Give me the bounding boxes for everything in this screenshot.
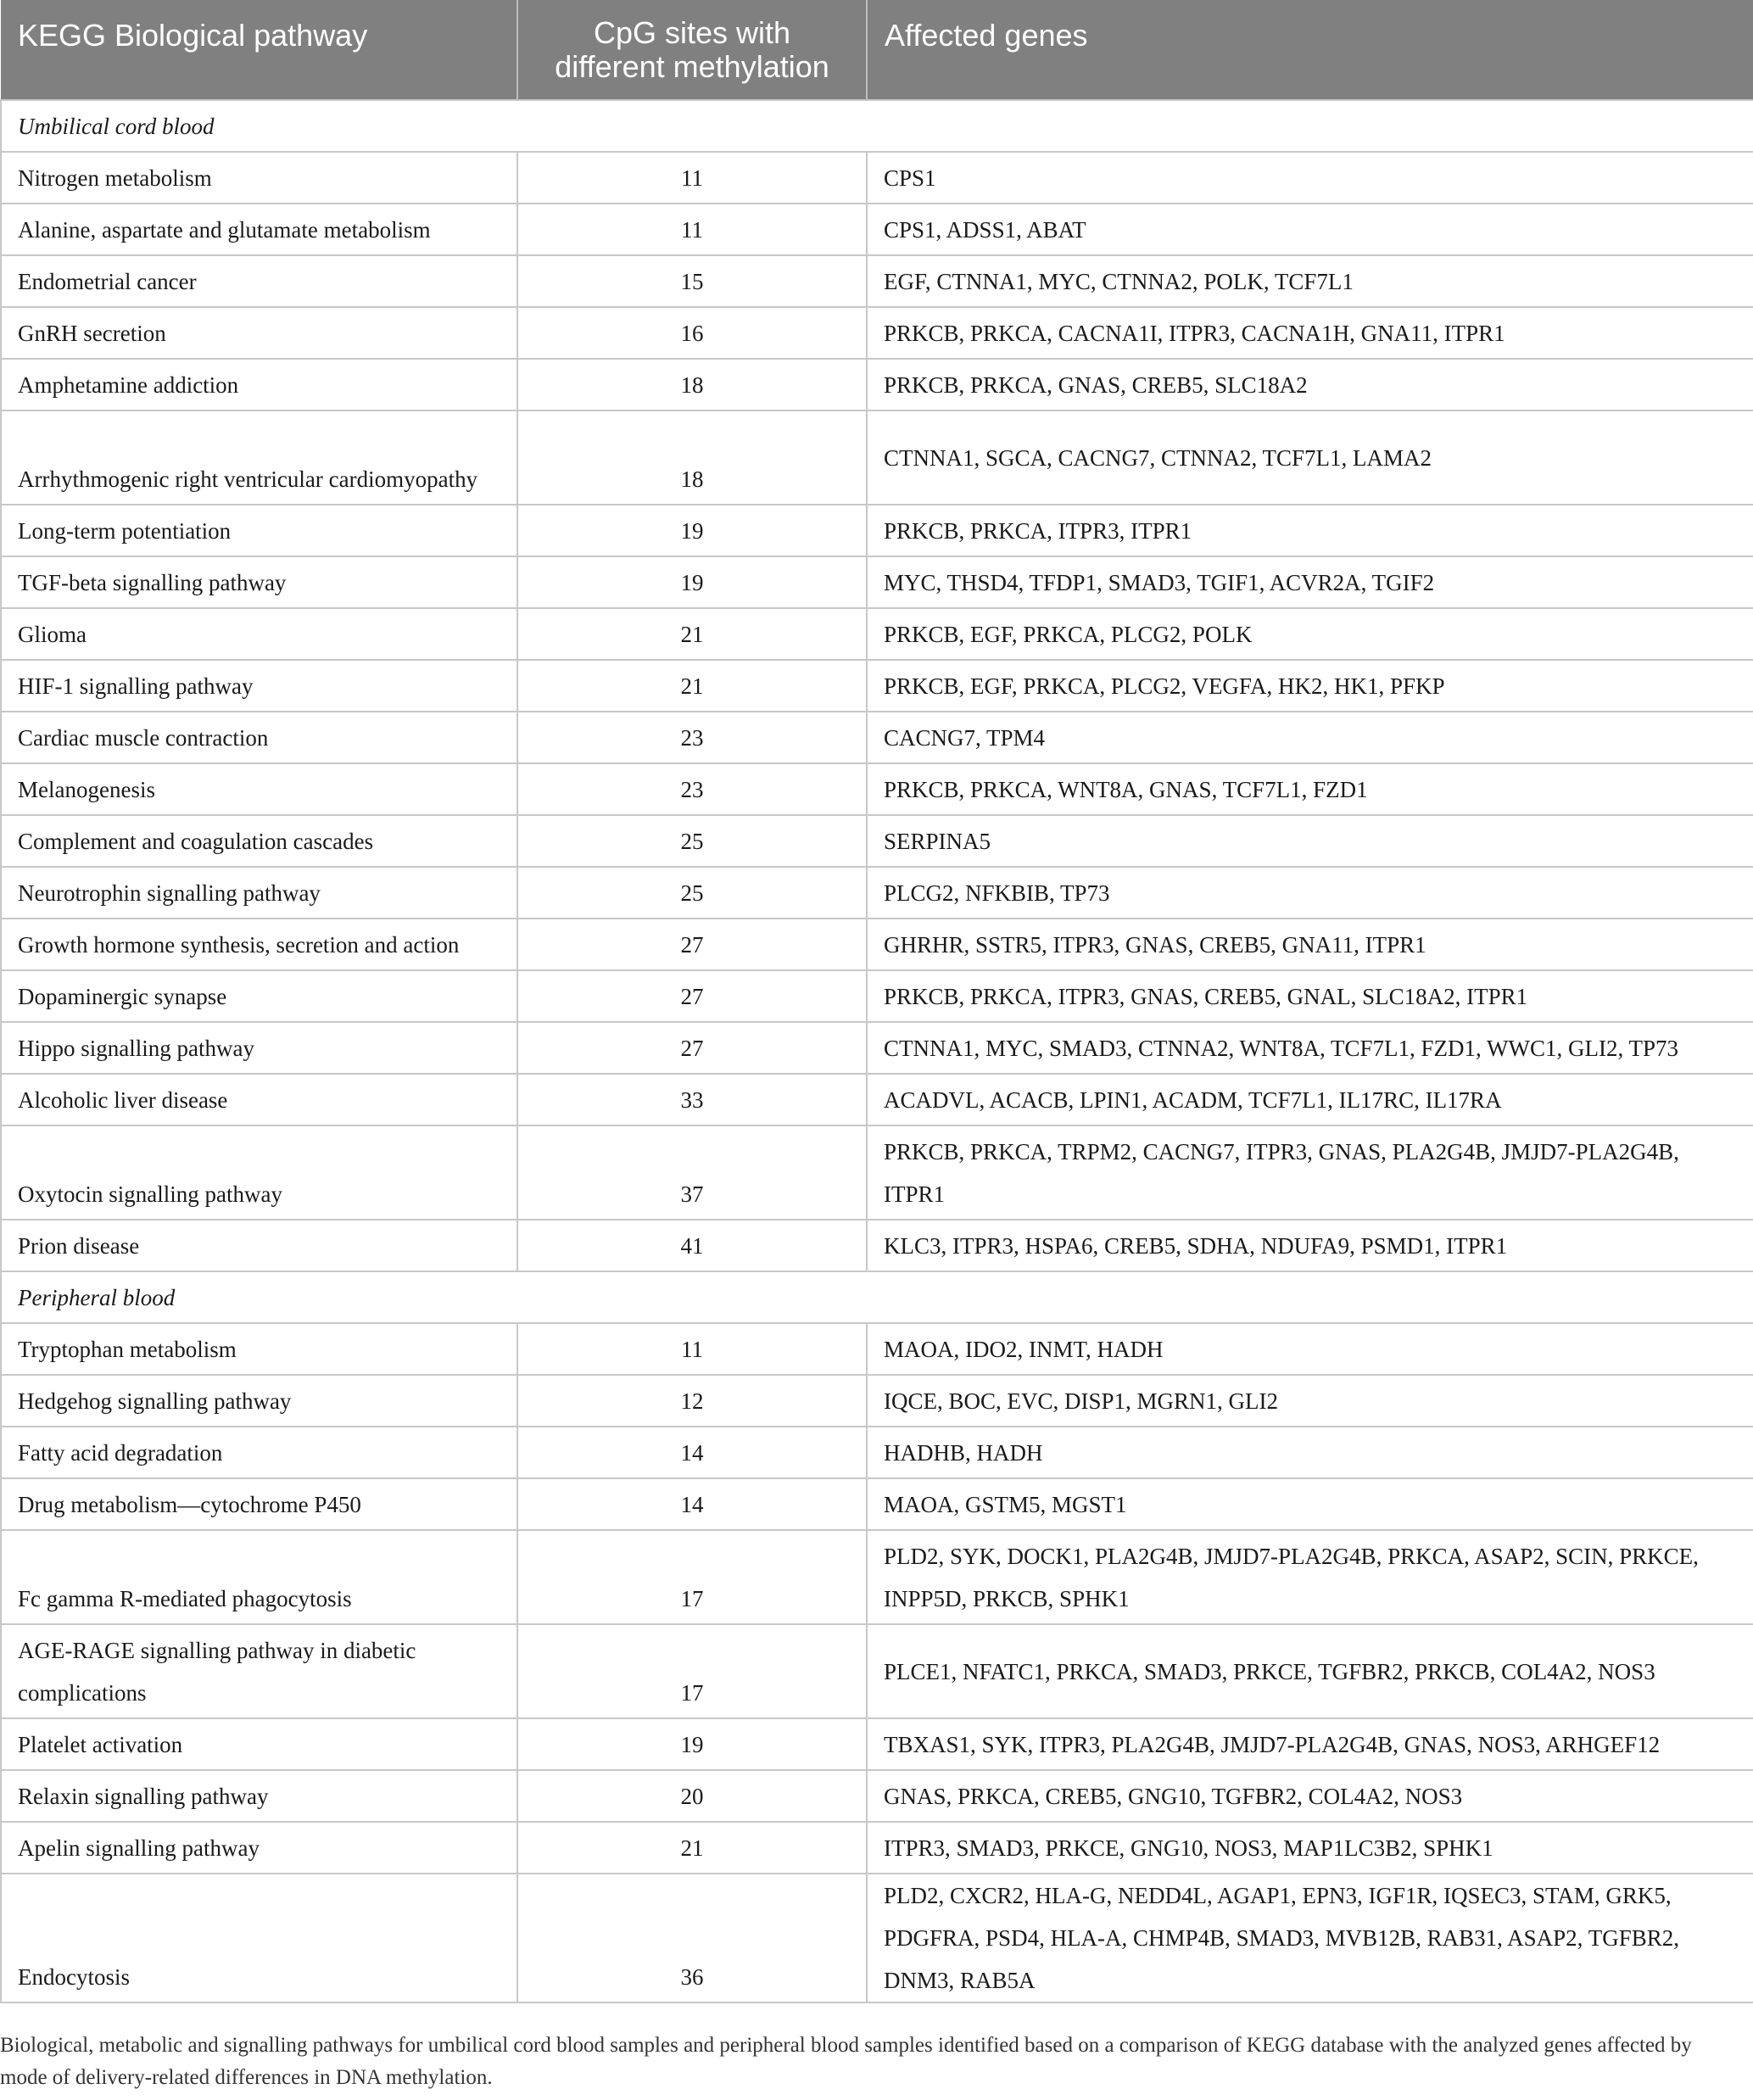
affected-genes-cell: PRKCB, EGF, PRKCA, PLCG2, VEGFA, HK2, HK1, PFKP <box>867 660 1753 712</box>
table-row <box>1 1822 1753 1874</box>
pathway-cell: Amphetamine addiction <box>1 359 517 411</box>
pathway-cell: Neurotrophin signalling pathway <box>1 867 517 919</box>
table-row <box>1 919 1753 970</box>
table-row <box>1 152 1753 204</box>
pathway-cell: Fatty acid degradation <box>1 1427 517 1478</box>
table-row <box>1 1220 1753 1271</box>
table-caption: Biological, metabolic and signalling pathways for umbilical cord blood samples and peripheral blood samples identified based on a comparison of KEGG database with the analyzed genes affected by mode of delivery-related differences in DNA methylation. <box>0 2034 1692 2089</box>
table-row <box>1 712 1753 763</box>
table-row <box>1 1718 1753 1770</box>
cpg-sites-cell: 21 <box>517 1822 867 1874</box>
cpg-sites-cell: 11 <box>517 204 867 255</box>
pathway-cell: Apelin signalling pathway <box>1 1822 517 1874</box>
cpg-sites-cell: 37 <box>517 1125 867 1220</box>
table-row <box>1 1074 1753 1125</box>
pathway-cell: Melanogenesis <box>1 763 517 815</box>
table-body <box>1 100 1753 2002</box>
table-row <box>1 307 1753 359</box>
section-title: Umbilical cord blood <box>1 100 1753 152</box>
affected-genes-cell: PLD2, CXCR2, HLA-G, NEDD4L, AGAP1, EPN3, IGF1R, IQSEC3, STAM, GRK5, PDGFRA, PSD4, HLA-A, CHMP4B, SMAD3, MVB12B, RAB31, ASAP2, TGFBR2, DNM3, RAB5A <box>867 1874 1753 2002</box>
cpg-sites-cell: 21 <box>517 660 867 712</box>
cpg-sites-cell: 19 <box>517 556 867 608</box>
pathway-cell: Tryptophan metabolism <box>1 1323 517 1375</box>
pathway-cell: Drug metabolism—cytochrome P450 <box>1 1478 517 1530</box>
affected-genes-cell: MYC, THSD4, TFDP1, SMAD3, TGIF1, ACVR2A, TGIF2 <box>867 556 1753 608</box>
table-row <box>1 970 1753 1022</box>
section-title: Peripheral blood <box>1 1271 1753 1323</box>
affected-genes-cell: PLCG2, NFKBIB, TP73 <box>867 867 1753 919</box>
cpg-sites-cell: 23 <box>517 712 867 763</box>
table-row <box>1 556 1753 608</box>
pathway-cell: Prion disease <box>1 1220 517 1271</box>
affected-genes-cell: GNAS, PRKCA, CREB5, GNG10, TGFBR2, COL4A2, NOS3 <box>867 1770 1753 1822</box>
cpg-sites-cell: 17 <box>517 1530 867 1624</box>
pathway-cell: Cardiac muscle contraction <box>1 712 517 763</box>
pathway-cell: Dopaminergic synapse <box>1 970 517 1022</box>
affected-genes-cell: HADHB, HADH <box>867 1427 1753 1478</box>
table-row <box>1 608 1753 660</box>
affected-genes-cell: CACNG7, TPM4 <box>867 712 1753 763</box>
cpg-sites-cell: 23 <box>517 763 867 815</box>
section-row <box>1 100 1753 152</box>
pathway-cell: HIF-1 signalling pathway <box>1 660 517 712</box>
cpg-sites-cell: 20 <box>517 1770 867 1822</box>
table-row <box>1 1022 1753 1074</box>
header-cpg-sites: CpG sites with different methylation <box>517 0 867 100</box>
pathway-cell: Fc gamma R-mediated phagocytosis <box>1 1530 517 1624</box>
affected-genes-cell: IQCE, BOC, EVC, DISP1, MGRN1, GLI2 <box>867 1375 1753 1427</box>
table-row <box>1 1530 1753 1624</box>
affected-genes-cell: ITPR3, SMAD3, PRKCE, GNG10, NOS3, MAP1LC3B2, SPHK1 <box>867 1822 1753 1874</box>
table-row <box>1 1478 1753 1530</box>
pathway-cell: Endometrial cancer <box>1 255 517 307</box>
affected-genes-cell: PRKCB, PRKCA, GNAS, CREB5, SLC18A2 <box>867 359 1753 411</box>
cpg-sites-cell: 33 <box>517 1074 867 1125</box>
pathway-cell: Alanine, aspartate and glutamate metabolism <box>1 204 517 255</box>
table-row <box>1 660 1753 712</box>
table-row <box>1 204 1753 255</box>
affected-genes-cell: MAOA, IDO2, INMT, HADH <box>867 1323 1753 1375</box>
affected-genes-cell: CTNNA1, SGCA, CACNG7, CTNNA2, TCF7L1, LAMA2 <box>867 411 1753 505</box>
cpg-sites-cell: 21 <box>517 608 867 660</box>
table-header <box>1 0 1753 100</box>
cpg-sites-cell: 15 <box>517 255 867 307</box>
cpg-sites-cell: 36 <box>517 1874 867 2002</box>
cpg-sites-cell: 25 <box>517 867 867 919</box>
affected-genes-cell: CPS1 <box>867 152 1753 204</box>
affected-genes-cell: EGF, CTNNA1, MYC, CTNNA2, POLK, TCF7L1 <box>867 255 1753 307</box>
affected-genes-cell: CTNNA1, MYC, SMAD3, CTNNA2, WNT8A, TCF7L1, FZD1, WWC1, GLI2, TP73 <box>867 1022 1753 1074</box>
pathway-cell: Arrhythmogenic right ventricular cardiomyopathy <box>1 411 517 505</box>
affected-genes-cell: MAOA, GSTM5, MGST1 <box>867 1478 1753 1530</box>
pathway-cell: Nitrogen metabolism <box>1 152 517 204</box>
affected-genes-cell: PRKCB, PRKCA, ITPR3, GNAS, CREB5, GNAL, SLC18A2, ITPR1 <box>867 970 1753 1022</box>
pathway-cell: Hippo signalling pathway <box>1 1022 517 1074</box>
table-row <box>1 1874 1753 2002</box>
table-row <box>1 1624 1753 1718</box>
pathway-cell: Long-term potentiation <box>1 505 517 556</box>
affected-genes-cell: PLD2, SYK, DOCK1, PLA2G4B, JMJD7-PLA2G4B, PRKCA, ASAP2, SCIN, PRKCE, INPP5D, PRKCB, SPHK1 <box>867 1530 1753 1624</box>
cpg-sites-cell: 18 <box>517 411 867 505</box>
pathway-cell: Hedgehog signalling pathway <box>1 1375 517 1427</box>
pathway-cell: Alcoholic liver disease <box>1 1074 517 1125</box>
cpg-sites-cell: 18 <box>517 359 867 411</box>
table-row <box>1 505 1753 556</box>
header-pathway: KEGG Biological pathway <box>1 0 517 100</box>
cpg-sites-cell: 19 <box>517 1718 867 1770</box>
table-row <box>1 1375 1753 1427</box>
table-row <box>1 1323 1753 1375</box>
pathway-cell: Platelet activation <box>1 1718 517 1770</box>
section-row <box>1 1271 1753 1323</box>
header-affected-genes: Affected genes <box>867 0 1753 100</box>
cpg-sites-cell: 12 <box>517 1375 867 1427</box>
table-row <box>1 411 1753 505</box>
cpg-sites-cell: 14 <box>517 1427 867 1478</box>
cpg-sites-cell: 17 <box>517 1624 867 1718</box>
affected-genes-cell: PRKCB, PRKCA, CACNA1I, ITPR3, CACNA1H, GNA11, ITPR1 <box>867 307 1753 359</box>
pathway-cell: GnRH secretion <box>1 307 517 359</box>
cpg-sites-cell: 11 <box>517 152 867 204</box>
pathway-cell: Growth hormone synthesis, secretion and action <box>1 919 517 970</box>
pathway-cell: Complement and coagulation cascades <box>1 815 517 867</box>
affected-genes-cell: KLC3, ITPR3, HSPA6, CREB5, SDHA, NDUFA9, PSMD1, ITPR1 <box>867 1220 1753 1271</box>
pathway-cell: Endocytosis <box>1 1874 517 2002</box>
cpg-sites-cell: 27 <box>517 919 867 970</box>
pathway-cell: Relaxin signalling pathway <box>1 1770 517 1822</box>
affected-genes-cell: CPS1, ADSS1, ABAT <box>867 204 1753 255</box>
table-row <box>1 1427 1753 1478</box>
cpg-sites-cell: 41 <box>517 1220 867 1271</box>
header-row <box>1 0 1753 100</box>
cpg-sites-cell: 16 <box>517 307 867 359</box>
affected-genes-cell: GHRHR, SSTR5, ITPR3, GNAS, CREB5, GNA11, ITPR1 <box>867 919 1753 970</box>
affected-genes-cell: PLCE1, NFATC1, PRKCA, SMAD3, PRKCE, TGFBR2, PRKCB, COL4A2, NOS3 <box>867 1624 1753 1718</box>
table-row <box>1 763 1753 815</box>
affected-genes-cell: PRKCB, EGF, PRKCA, PLCG2, POLK <box>867 608 1753 660</box>
affected-genes-cell: ACADVL, ACACB, LPIN1, ACADM, TCF7L1, IL17RC, IL17RA <box>867 1074 1753 1125</box>
affected-genes-cell: PRKCB, PRKCA, TRPM2, CACNG7, ITPR3, GNAS, PLA2G4B, JMJD7-PLA2G4B, ITPR1 <box>867 1125 1753 1220</box>
table-row <box>1 359 1753 411</box>
cpg-sites-cell: 25 <box>517 815 867 867</box>
pathway-cell: Glioma <box>1 608 517 660</box>
table-row <box>1 1770 1753 1822</box>
table-row <box>1 867 1753 919</box>
affected-genes-cell: SERPINA5 <box>867 815 1753 867</box>
table-row <box>1 1125 1753 1220</box>
cpg-sites-cell: 27 <box>517 970 867 1022</box>
pathway-cell: Oxytocin signalling pathway <box>1 1125 517 1220</box>
cpg-sites-cell: 11 <box>517 1323 867 1375</box>
pathway-cell: TGF-beta signalling pathway <box>1 556 517 608</box>
affected-genes-cell: TBXAS1, SYK, ITPR3, PLA2G4B, JMJD7-PLA2G4B, GNAS, NOS3, ARHGEF12 <box>867 1718 1753 1770</box>
cpg-sites-cell: 27 <box>517 1022 867 1074</box>
table-row <box>1 255 1753 307</box>
cpg-sites-cell: 19 <box>517 505 867 556</box>
pathway-cell: AGE-RAGE signalling pathway in diabetic complications <box>1 1624 517 1718</box>
affected-genes-cell: PRKCB, PRKCA, WNT8A, GNAS, TCF7L1, FZD1 <box>867 763 1753 815</box>
affected-genes-cell: PRKCB, PRKCA, ITPR3, ITPR1 <box>867 505 1753 556</box>
cpg-sites-cell: 14 <box>517 1478 867 1530</box>
table-row <box>1 815 1753 867</box>
